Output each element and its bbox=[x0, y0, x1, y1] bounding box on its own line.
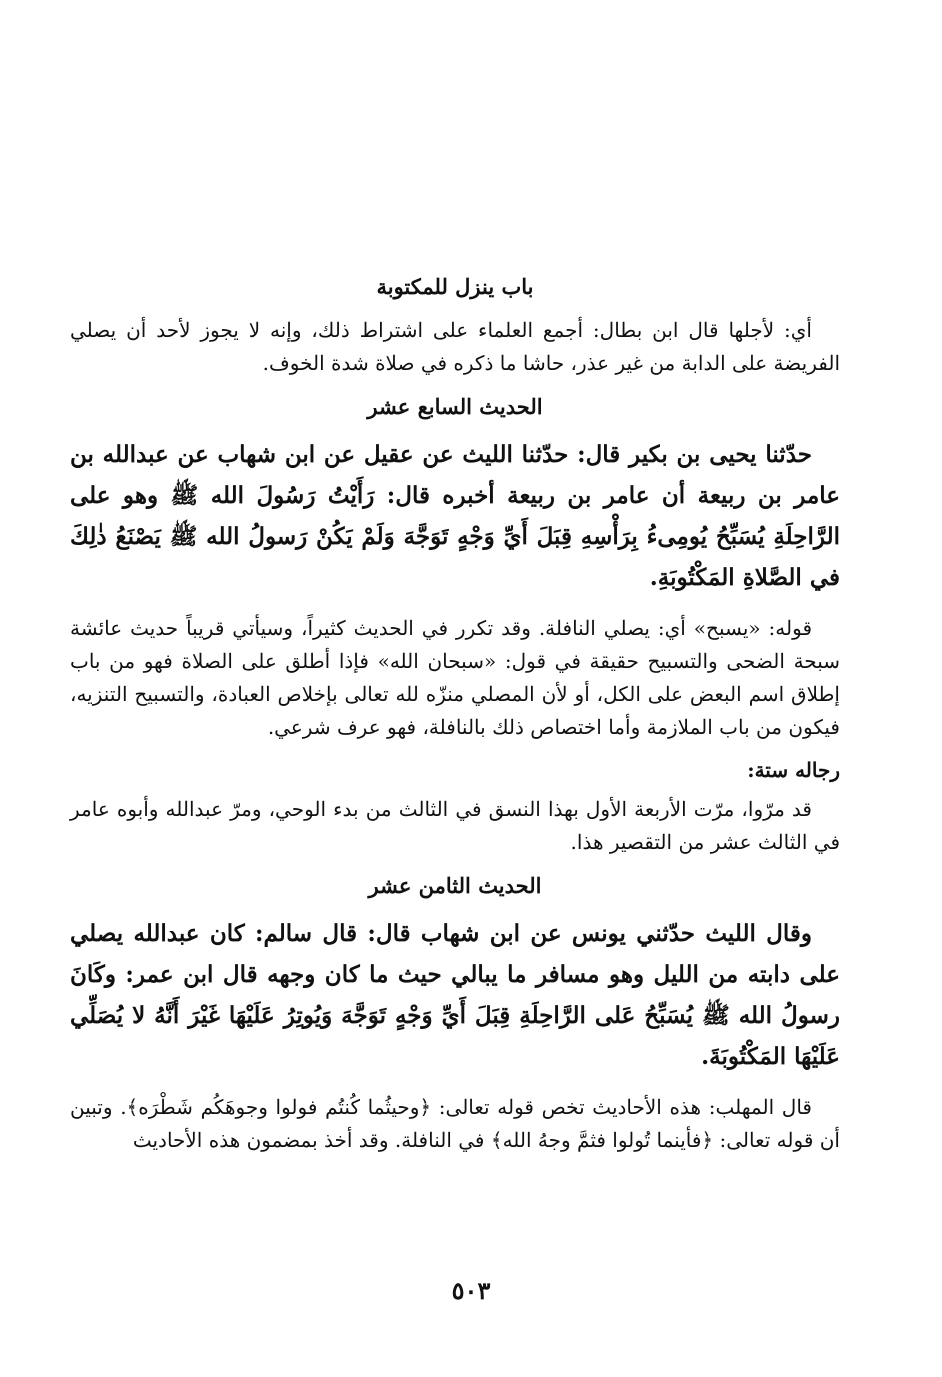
document-page bbox=[70, 270, 840, 1167]
chapter-commentary: أي: لأجلها قال ابن بطال: أجمع العلماء على اشتراط ذلك، وإنه لا يجوز لأحد أن يصلي الفريضة على الدابة من غير عذر، حاشا ما ذكره في صلاة شدة الخوف. bbox=[70, 318, 840, 375]
page-number: ٥٠٣ bbox=[451, 1276, 491, 1305]
hadith-17-text: حدّثنا يحيى بن بكير قال: حدّثنا الليث عن عقيل عن ابن شهاب عن عبدالله بن عامر بن ربيعة أن عامر بن ربيعة أخبره قال: رَأَيْتُ رَسُولَ الله ﷺ وهو على الرَّاحِلَةِ يُسَبِّحُ يُومِىءُ بِرَأْسِهِ قِبَلَ أَيِّ وَجْهٍ تَوَجَّهَ وَلَمْ يَكُنْ رَسولُ الله ﷺ يَصْنَعُ ذٰلِكَ في الصَّلاةِ المَكْتُوبَةِ. bbox=[70, 441, 840, 591]
chapter-title: باب ينزل للمكتوبة bbox=[376, 274, 534, 299]
hadith-17-title: الحديث السابع عشر bbox=[367, 394, 543, 419]
narrators-text: قد مرّوا، مرّت الأربعة الأول بهذا النسق في الثالث من بدء الوحي، ومرّ عبدالله وأبوه عامر في الثالث عشر من التقصير هذا. bbox=[70, 797, 840, 854]
hadith-17-commentary: قوله: «يسبح» أي: يصلي النافلة. وقد تكرر في الحديث كثيراً، وسيأتي قريباً حديث عائشة سبحة الضحى والتسبيح حقيقة في قول: «سبحان الله» فإذا أطلق على الصلاة فهو من باب إطلاق اسم البعض على الكل، أو لأن المصلي منزّه لله تعالى بإخلاص العبادة، والتسبيح التنزيه، فيكون من باب الملازمة وأما اختصاص ذلك بالنافلة، فهو عرف شرعي. bbox=[70, 616, 840, 739]
narrators-heading: رجاله ستة: bbox=[747, 758, 840, 782]
hadith-18-text: وقال الليث حدّثني يونس عن ابن شهاب قال: قال سالم: كان عبدالله يصلي على دابته من الليل وهو مسافر ما يبالي حيث ما كان وجهه قال ابن عمر: وكَانَ رسولُ الله ﷺ يُسَبِّحُ عَلى الرَّاحِلَةِ قِبَلَ أَيِّ وَجْهٍ تَوَجَّهَ وَيُوتِرُ عَلَيْهَا غَيْرَ أَنَّهُ لا يُصَلِّي عَلَيْهَا المَكْتُوبَةَ. bbox=[70, 920, 840, 1070]
hadith-18-commentary: قال المهلب: هذه الأحاديث تخص قوله تعالى: ﴿وحيثُما كُنتُم فولوا وجوهَكُم شَطْرَه﴾. وتبين أن قوله تعالى: ﴿فأينما تُولوا فثمَّ وجهُ الله﴾ في النافلة. وقد أخذ بمضمون هذه الأحاديث bbox=[70, 1095, 840, 1152]
hadith-18-title: الحديث الثامن عشر bbox=[368, 873, 542, 898]
